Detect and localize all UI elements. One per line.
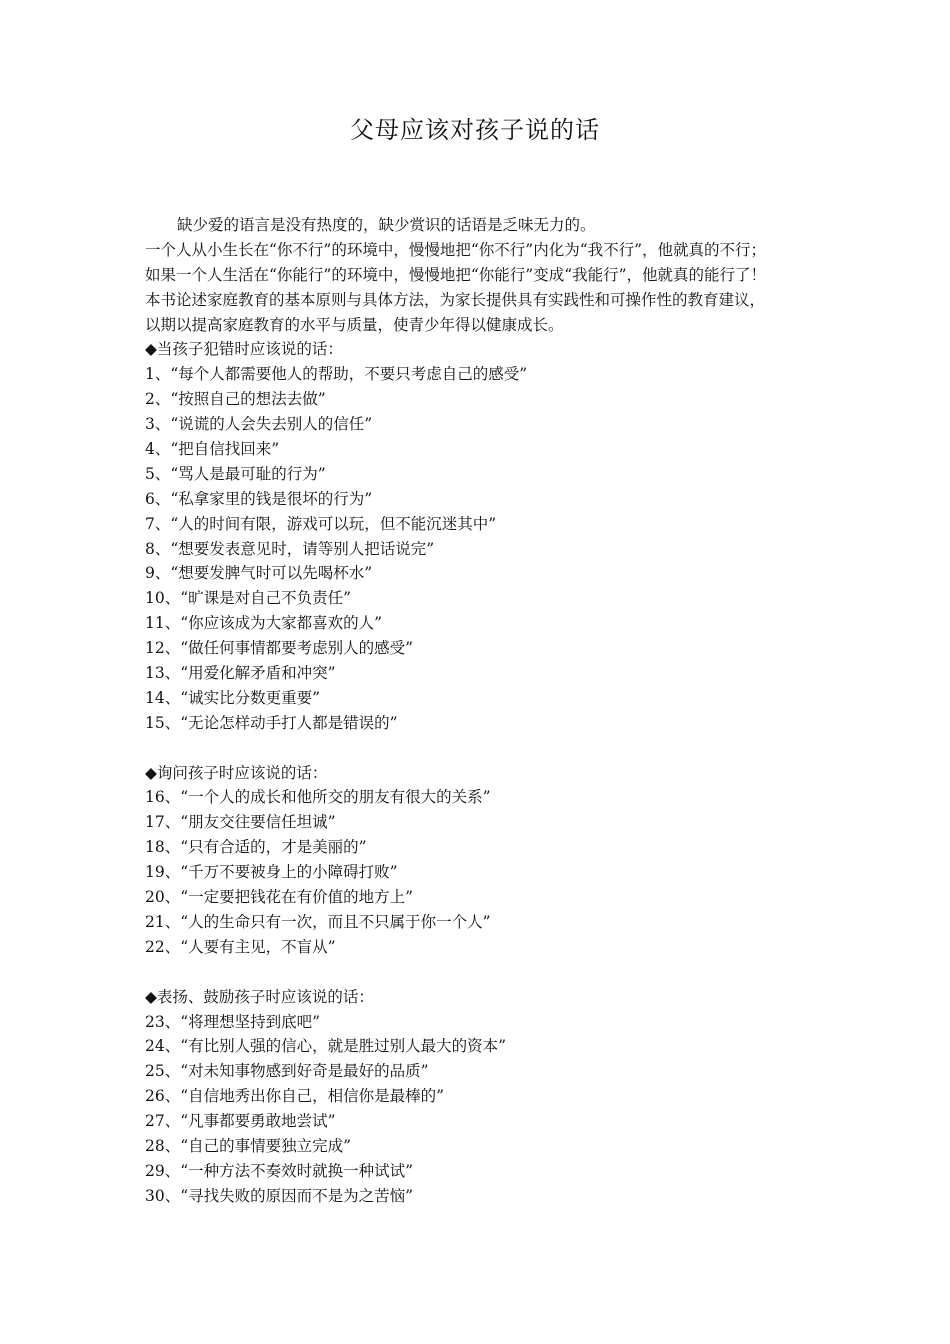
list-item: 16、“一个人的成长和他所交的朋友有很大的关系” xyxy=(145,788,491,807)
intro-line: 以期以提高家庭教育的水平与质量，使青少年得以健康成长。 xyxy=(145,315,564,334)
intro-line: 一个人从小生长在“你不行”的环境中，慢慢地把“你不行”内化为“我不行”，他就真的不行； xyxy=(145,240,767,259)
list-item: 23、“将理想坚持到底吧” xyxy=(145,1012,321,1031)
list-item: 7、“人的时间有限，游戏可以玩，但不能沉迷其中” xyxy=(145,514,497,533)
list-item: 27、“凡事都要勇敢地尝试” xyxy=(145,1112,336,1131)
section-heading-mistakes: ◆当孩子犯错时应该说的话： xyxy=(145,340,343,359)
list-item: 14、“诚实比分数更重要” xyxy=(145,688,321,707)
page-title: 父母应该对孩子说的话 xyxy=(350,116,600,144)
list-item: 17、“朋友交往要信任坦诚” xyxy=(145,813,336,832)
list-item: 19、“千万不要被身上的小障碍打败” xyxy=(145,863,398,882)
list-item: 13、“用爱化解矛盾和冲突” xyxy=(145,664,336,683)
spacer xyxy=(145,736,825,761)
list-item: 8、“想要发表意见时，请等别人把话说完” xyxy=(145,539,435,558)
list-item: 9、“想要发脾气时可以先喝杯水” xyxy=(145,564,373,583)
list-item: 6、“私拿家里的钱是很坏的行为” xyxy=(145,489,373,508)
list-item: 24、“有比别人强的信心，就是胜过别人最大的资本” xyxy=(145,1037,507,1056)
list-item: 11、“你应该成为大家都喜欢的人” xyxy=(145,614,383,633)
intro-line: 缺少爱的语言是没有热度的，缺少赏识的话语是乏味无力的。 xyxy=(177,216,596,234)
list-item: 15、“无论怎样动手打人都是错误的” xyxy=(145,713,398,732)
list-item: 18、“只有合适的，才是美丽的” xyxy=(145,838,367,857)
intro-line: 如果一个人生活在“你能行”的环境中，慢慢地把“你能行”变成“我能行”，他就真的能行了！ xyxy=(145,265,767,284)
list-item: 21、“人的生命只有一次，而且不只属于你一个人” xyxy=(145,912,491,931)
list-item: 3、“说谎的人会失去别人的信任” xyxy=(145,415,373,434)
list-item: 10、“旷课是对自己不负责任” xyxy=(145,589,352,608)
list-item: 4、“把自信找回来” xyxy=(145,440,280,459)
document-body xyxy=(145,213,825,1209)
list-item: 29、“一种方法不奏效时就换一种试试” xyxy=(145,1161,414,1180)
section-heading-asking: ◆询问孩子时应该说的话： xyxy=(145,763,328,782)
list-item: 1、“每个人都需要他人的帮助，不要只考虑自己的感受” xyxy=(145,365,528,384)
list-item: 28、“自己的事情要独立完成” xyxy=(145,1136,352,1155)
list-item: 2、“按照自己的想法去做” xyxy=(145,390,326,409)
list-item: 26、“自信地秀出你自己，相信你是最棒的” xyxy=(145,1087,445,1106)
list-item: 20、“一定要把钱花在有价值的地方上” xyxy=(145,888,414,907)
section-heading-praise: ◆表扬、鼓励孩子时应该说的话： xyxy=(145,987,374,1006)
list-item: 22、“人要有主见，不盲从” xyxy=(145,937,336,956)
list-item: 12、“做任何事情都要考虑别人的感受” xyxy=(145,639,414,658)
list-item: 5、“骂人是最可耻的行为” xyxy=(145,464,326,483)
spacer xyxy=(145,960,825,985)
intro-line: 本书论述家庭教育的基本原则与具体方法，为家长提供具有实践性和可操作性的教育建议， xyxy=(145,290,766,309)
list-item: 25、“对未知事物感到好奇是最好的品质” xyxy=(145,1062,429,1081)
list-item: 30、“寻找失败的原因而不是为之苦恼” xyxy=(145,1186,414,1205)
